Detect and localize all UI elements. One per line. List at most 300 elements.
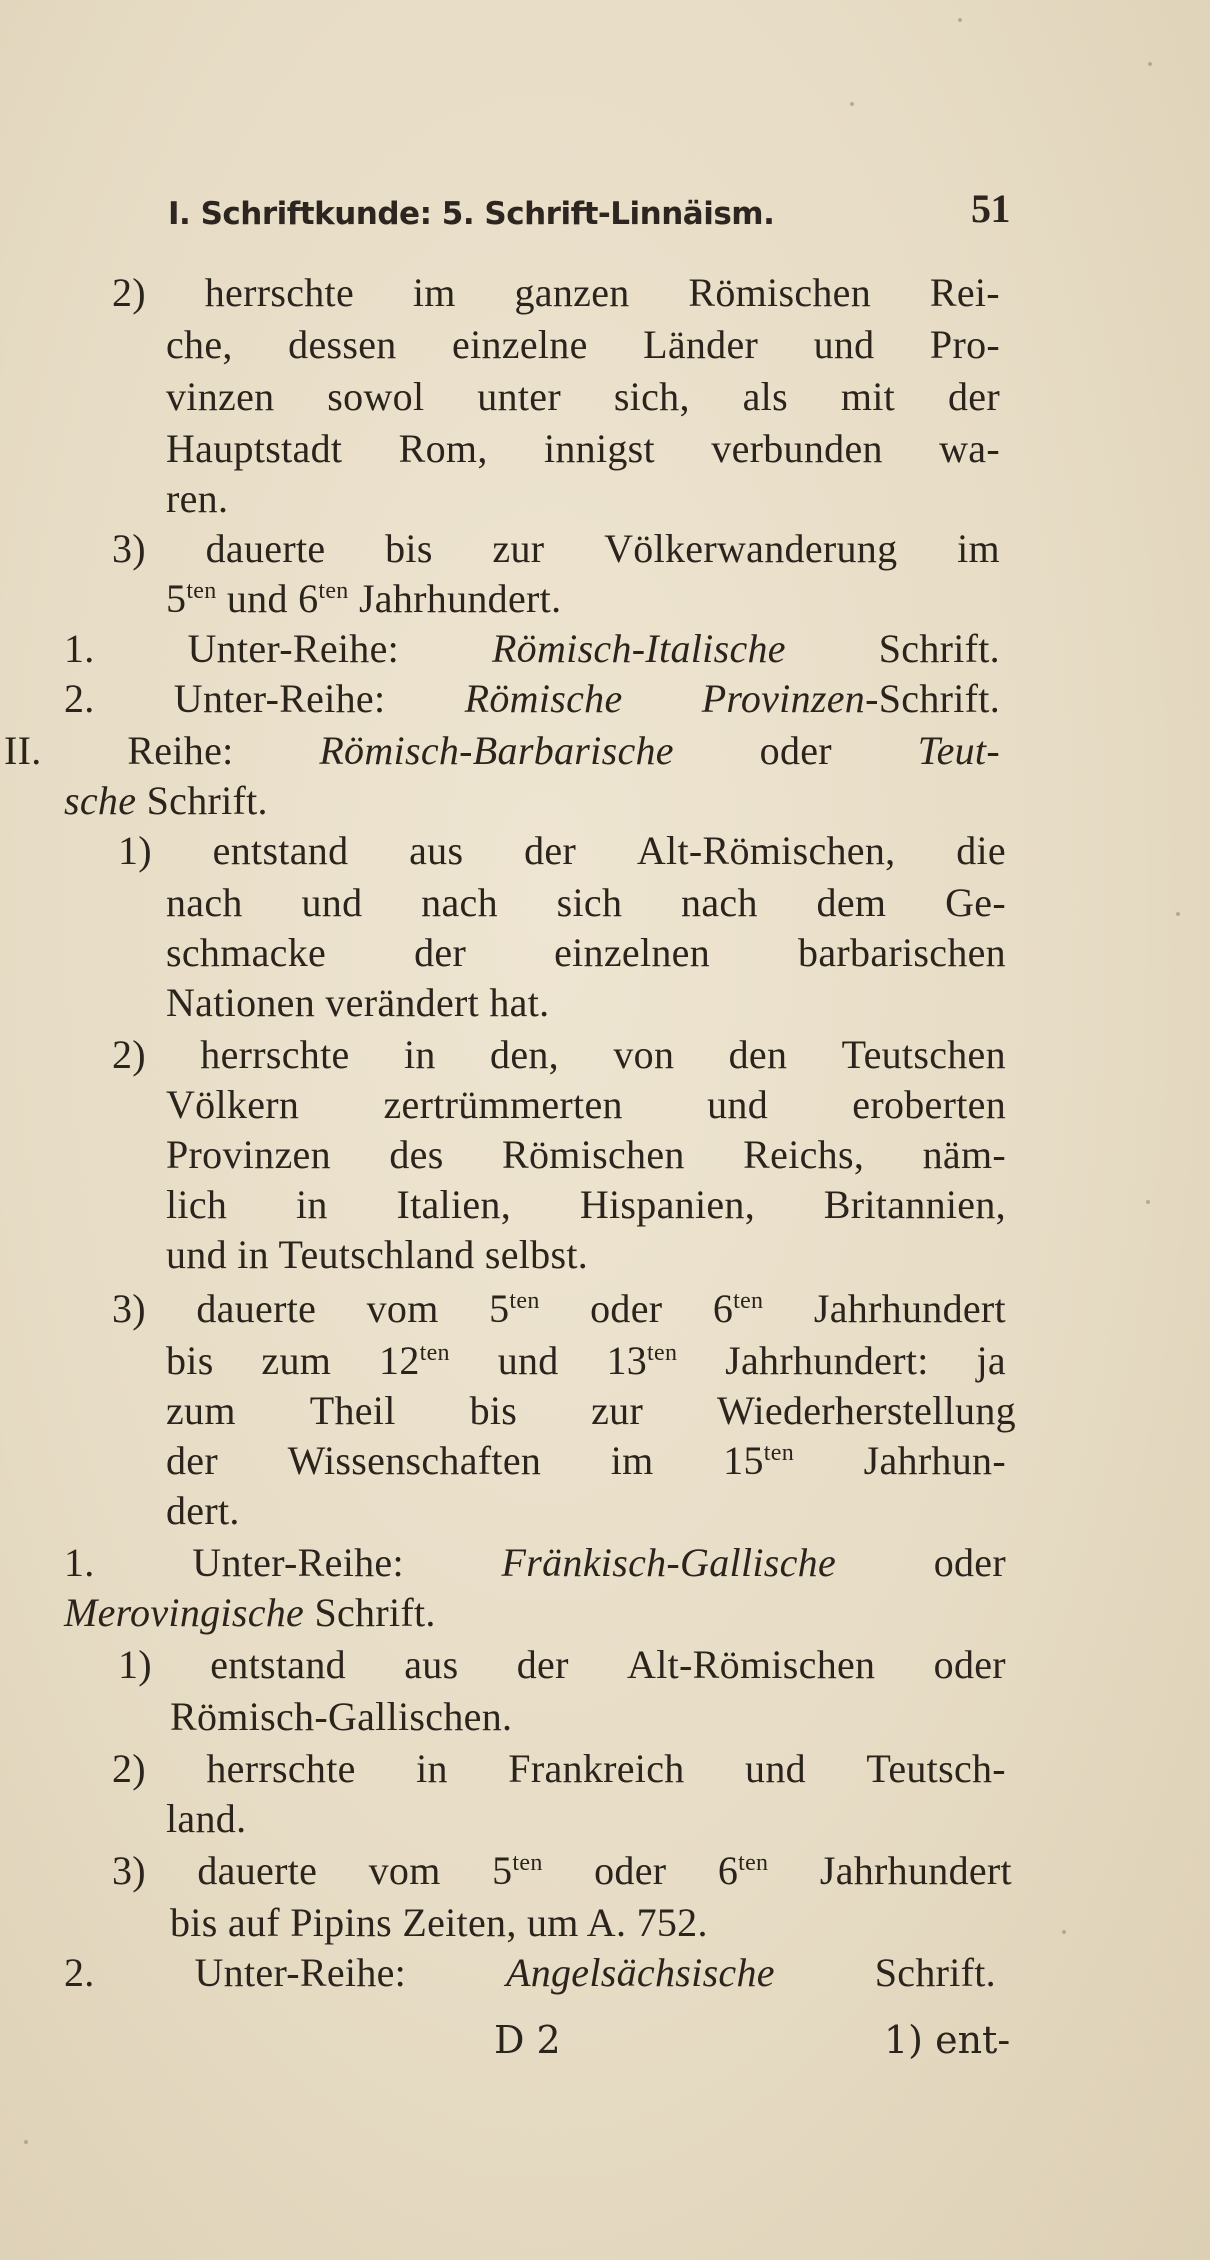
word — [166, 1080, 299, 1130]
text-run: im — [957, 526, 1000, 571]
text-run: bis — [469, 1388, 518, 1433]
word — [174, 674, 386, 724]
text-run: Provinzen — [166, 1132, 331, 1177]
word — [945, 878, 1006, 928]
word — [194, 1948, 406, 1998]
text-run: Wiederherstellung — [717, 1388, 1016, 1433]
text-run: eroberten — [852, 1082, 1006, 1127]
italic-text: Provinzen — [701, 676, 866, 721]
text-run: auf — [227, 1900, 280, 1945]
text-line — [0, 624, 1210, 674]
word — [197, 1846, 317, 1896]
text-line — [0, 1692, 1210, 1742]
text-line — [0, 474, 1210, 524]
italic-text: Teut- — [917, 728, 1000, 773]
text-run: 3) — [112, 526, 146, 571]
word — [591, 1386, 643, 1436]
word — [743, 372, 788, 422]
text-line — [0, 268, 1210, 318]
text-run: 1. — [64, 1540, 95, 1585]
text-run: oder — [594, 1848, 667, 1893]
word — [402, 1900, 516, 1945]
text-run: Schrift. — [878, 626, 1000, 671]
word — [814, 320, 875, 370]
word — [688, 268, 871, 318]
word — [976, 1336, 1005, 1386]
word — [166, 576, 217, 621]
text-run: 1. — [64, 626, 95, 671]
word — [452, 320, 588, 370]
word — [841, 372, 895, 422]
word — [611, 1436, 654, 1486]
text-run: Theil — [309, 1388, 396, 1433]
italic-text: sche — [64, 778, 137, 823]
paper-speck — [958, 18, 962, 22]
word — [112, 1744, 146, 1794]
word — [864, 1436, 1006, 1486]
text-run: 6 — [712, 1286, 734, 1331]
word — [301, 878, 362, 928]
word — [413, 268, 456, 318]
text-run: vom — [366, 1286, 439, 1331]
text-run: 2) — [112, 270, 146, 315]
word — [604, 524, 897, 574]
word — [261, 1336, 331, 1386]
text-run: nach — [681, 880, 758, 925]
word — [492, 624, 786, 674]
text-line — [0, 1744, 1210, 1794]
word — [228, 1900, 280, 1945]
text-run: Unter-Reihe: — [192, 1540, 404, 1585]
text-line — [0, 1284, 1210, 1334]
text-line — [0, 978, 1210, 1028]
text-run: als — [742, 374, 788, 419]
text-run: Römisch-Gallischen. — [170, 1694, 513, 1739]
text-run: wa- — [939, 426, 1000, 471]
text-run: A. — [586, 1900, 627, 1945]
word — [485, 1232, 588, 1277]
text-run: den, — [490, 1032, 559, 1077]
word — [745, 1744, 806, 1794]
word — [948, 372, 1000, 422]
text-run: Jahrhun- — [863, 1438, 1006, 1483]
text-run: dauerte — [196, 1286, 317, 1331]
word — [296, 1180, 328, 1230]
word — [923, 1130, 1006, 1180]
word — [288, 1436, 542, 1486]
running-header — [168, 172, 1010, 232]
text-run: zum — [261, 1338, 332, 1383]
word — [879, 624, 1000, 674]
text-run: der — [166, 1438, 218, 1483]
catchword: 1) ent- — [884, 2018, 1011, 2062]
text-run: Frankreich — [508, 1746, 685, 1791]
word — [166, 1488, 240, 1533]
text-run: Teutschen — [841, 1032, 1006, 1077]
text-line — [0, 1180, 1210, 1230]
text-run: 13 — [606, 1338, 648, 1383]
word — [506, 1948, 775, 1998]
word — [470, 1386, 518, 1436]
word — [490, 1030, 559, 1080]
italic-text: Römisch-Italische — [491, 626, 786, 671]
word — [957, 524, 1000, 574]
word — [112, 1846, 146, 1896]
text-run: dessen — [288, 322, 397, 367]
text-run: Schrift. — [874, 1950, 996, 1995]
text-run: Schrift. — [146, 778, 268, 823]
text-run: Jahrhundert. — [358, 576, 562, 621]
text-run: Jahrhundert — [819, 1848, 1012, 1893]
text-run: 5 — [489, 1286, 510, 1331]
word — [196, 1284, 316, 1334]
word — [627, 1640, 875, 1690]
word — [367, 1284, 439, 1334]
word — [112, 268, 146, 318]
text-run: mit — [840, 374, 896, 419]
word — [718, 1846, 769, 1896]
text-run: und — [745, 1746, 806, 1791]
text-run: Alt-Römischen, — [636, 828, 896, 873]
word — [166, 1436, 218, 1486]
text-run: Wissenschaften — [287, 1438, 542, 1483]
text-line — [0, 878, 1210, 928]
text-run: der — [947, 374, 1000, 419]
text-run: 5 — [492, 1848, 513, 1893]
word — [205, 268, 354, 318]
text-run: 2) — [112, 1746, 146, 1791]
word — [717, 1386, 1016, 1436]
word — [930, 320, 1000, 370]
word — [127, 726, 233, 776]
text-run: 1) — [118, 1642, 152, 1687]
text-run: den — [728, 1032, 788, 1077]
superscript: ten — [512, 1850, 543, 1876]
word — [290, 1900, 392, 1945]
text-run: herrschte — [206, 1746, 356, 1791]
signature-mark: D 2 — [494, 2018, 561, 2062]
text-run: Unter-Reihe: — [187, 626, 400, 671]
text-run: und — [301, 880, 363, 925]
word — [637, 826, 896, 876]
text-line — [0, 1486, 1210, 1536]
word — [192, 1538, 404, 1588]
text-run: in — [403, 1032, 436, 1077]
italic-text: Römische — [464, 676, 623, 721]
text-run: und — [497, 1338, 559, 1383]
text-run: sowol — [327, 374, 425, 419]
text-run: Schrift. — [314, 1590, 436, 1635]
page-number: 51 — [971, 186, 1010, 231]
word — [557, 878, 623, 928]
word — [527, 1900, 579, 1945]
text-run: Reichs, — [743, 1132, 865, 1177]
word — [118, 826, 152, 876]
text-run: dauerte — [197, 1848, 318, 1893]
word — [725, 1336, 929, 1386]
text-run: der — [524, 828, 577, 873]
word — [760, 726, 832, 776]
word — [614, 372, 690, 422]
text-run: II. — [4, 728, 42, 773]
word — [389, 1130, 443, 1180]
word — [409, 826, 463, 876]
word — [875, 1948, 996, 1998]
text-line — [0, 1080, 1210, 1130]
text-run: Völkerwanderung — [604, 526, 898, 571]
text-line — [0, 776, 1210, 826]
text-run: Völkern — [166, 1082, 300, 1127]
word — [502, 1130, 685, 1180]
word — [379, 1336, 450, 1386]
text-run: im — [412, 270, 456, 315]
word — [590, 1284, 662, 1334]
text-run: 6 — [298, 576, 319, 621]
word — [112, 1284, 146, 1334]
word — [166, 476, 228, 521]
word — [514, 268, 629, 318]
text-run: der — [414, 930, 467, 975]
text-run: selbst. — [484, 1232, 589, 1277]
text-run: 12 — [379, 1338, 420, 1383]
text-run: einzelnen — [554, 930, 711, 975]
text-run: bis — [170, 1900, 218, 1945]
text-line — [0, 574, 1210, 624]
text-run: nach — [421, 880, 498, 925]
word — [385, 524, 433, 574]
word — [325, 980, 479, 1025]
word — [594, 1846, 666, 1896]
text-run: vinzen — [166, 374, 275, 419]
word — [934, 1640, 1006, 1690]
text-run: Rom, — [398, 426, 488, 471]
word — [702, 674, 1000, 724]
word — [187, 624, 399, 674]
text-run: Hispanien, — [579, 1182, 756, 1227]
text-run: sich, — [613, 374, 690, 419]
word — [237, 1232, 269, 1277]
text-run: zur — [492, 526, 545, 571]
text-run: Römischen — [502, 1132, 685, 1177]
word — [587, 1900, 627, 1945]
italic-text: Römisch-Barbarische — [319, 728, 674, 773]
word — [613, 1030, 674, 1080]
word — [170, 1694, 512, 1739]
word — [489, 980, 549, 1025]
word — [166, 980, 315, 1025]
text-run: Teutschland — [278, 1232, 475, 1277]
word — [383, 1080, 622, 1130]
text-run: in — [416, 1746, 448, 1791]
word — [824, 1180, 1006, 1230]
word — [206, 524, 326, 574]
text-run: Britannien, — [823, 1182, 1006, 1227]
text-run: nach — [166, 880, 243, 925]
text-run: schmacke — [166, 930, 327, 975]
text-line — [0, 1230, 1210, 1280]
text-run: im — [610, 1438, 654, 1483]
paper-speck — [24, 2140, 28, 2144]
italic-text: Fränkisch-Gallische — [501, 1540, 837, 1585]
word — [314, 1590, 435, 1635]
word — [842, 1030, 1006, 1080]
word — [416, 1744, 448, 1794]
text-run: dem — [816, 880, 887, 925]
text-run: 6 — [717, 1848, 739, 1893]
word — [298, 576, 349, 621]
superscript: ten — [318, 578, 349, 604]
text-run: und — [813, 322, 875, 367]
word — [166, 424, 342, 474]
text-run: Hauptstadt — [166, 426, 343, 471]
text-run: hat. — [489, 980, 550, 1025]
word — [166, 878, 243, 928]
word — [404, 1640, 458, 1690]
superscript: ten — [509, 1288, 540, 1314]
word — [820, 1846, 1012, 1896]
text-line — [0, 674, 1210, 724]
word — [64, 1948, 95, 1998]
text-run: sich — [556, 880, 623, 925]
paper-speck — [1062, 1930, 1066, 1934]
text-line — [0, 1386, 1210, 1436]
text-run: 3) — [112, 1286, 146, 1331]
text-run: barbarischen — [798, 930, 1006, 975]
text-run: aus — [409, 828, 464, 873]
paper-speck — [1176, 912, 1180, 916]
text-line — [0, 1846, 1210, 1896]
word — [118, 1640, 152, 1690]
text-line — [0, 1130, 1210, 1180]
superscript: ten — [186, 578, 217, 604]
paper-speck — [1146, 1200, 1150, 1204]
word — [64, 1590, 304, 1635]
text-run: Unter-Reihe: — [173, 676, 386, 721]
word — [166, 1180, 227, 1230]
text-run: Pro- — [929, 322, 1000, 367]
word — [4, 726, 42, 776]
text-run: Länder — [643, 322, 759, 367]
text-line — [0, 928, 1210, 978]
word — [64, 778, 136, 823]
text-run: herrschte — [200, 1032, 350, 1077]
word — [396, 1180, 511, 1230]
word — [147, 778, 268, 823]
text-run: der — [516, 1642, 569, 1687]
word — [227, 576, 288, 621]
text-run: näm- — [922, 1132, 1006, 1177]
text-line — [0, 424, 1210, 474]
word — [544, 424, 655, 474]
superscript: ten — [763, 1440, 795, 1466]
text-line — [0, 726, 1210, 776]
word — [498, 1336, 559, 1386]
text-run: oder — [933, 1642, 1006, 1687]
word — [166, 1130, 331, 1180]
word — [359, 576, 561, 621]
text-run: Reihe: — [127, 728, 234, 773]
text-run: herrschte — [204, 270, 355, 315]
word — [711, 424, 883, 474]
text-run: von — [613, 1032, 675, 1077]
word — [170, 1900, 218, 1945]
text-line — [0, 1030, 1210, 1080]
text-run: lich — [166, 1182, 228, 1227]
text-run: Ge- — [945, 880, 1006, 925]
italic-text: Merovingische — [64, 1590, 305, 1635]
text-run: und — [226, 576, 288, 621]
word — [369, 1846, 441, 1896]
text-run: Unter-Reihe: — [194, 1950, 407, 1995]
word — [288, 320, 396, 370]
word — [166, 1796, 246, 1841]
word — [729, 1030, 788, 1080]
text-line — [0, 1436, 1210, 1486]
text-run: in — [237, 1232, 269, 1277]
superscript: ten — [419, 1340, 450, 1366]
text-run: Zeiten, — [402, 1900, 517, 1945]
text-run: um — [526, 1900, 579, 1945]
text-run: vom — [368, 1848, 441, 1893]
word — [852, 1080, 1006, 1130]
text-line — [0, 1794, 1210, 1844]
text-run: unter — [477, 374, 561, 419]
word — [310, 1386, 396, 1436]
word — [327, 372, 424, 422]
word — [112, 1030, 146, 1080]
word — [404, 1030, 436, 1080]
word — [713, 1284, 764, 1334]
paper-speck — [1148, 62, 1152, 66]
text-run: innigst — [543, 426, 655, 471]
text-run: 1) — [118, 828, 152, 873]
text-run: und — [707, 1082, 768, 1127]
word — [524, 826, 576, 876]
text-run: Italien, — [396, 1182, 512, 1227]
text-run: oder — [759, 728, 832, 773]
text-run: Jahrhundert: — [725, 1338, 929, 1383]
word — [492, 524, 544, 574]
italic-text: Angelsächsische — [505, 1950, 775, 1995]
text-run: 2. — [64, 1950, 95, 1995]
superscript: ten — [647, 1340, 678, 1366]
word — [210, 1640, 346, 1690]
text-run: dauerte — [205, 526, 326, 571]
text-run: entstand — [212, 828, 349, 873]
text-run: ja — [976, 1338, 1006, 1383]
text-run: entstand — [210, 1642, 346, 1687]
word — [399, 424, 488, 474]
text-run: die — [956, 828, 1006, 873]
word — [477, 372, 561, 422]
word — [465, 674, 623, 724]
text-run: zur — [591, 1388, 644, 1433]
paper-speck — [850, 102, 854, 106]
word — [956, 826, 1006, 876]
text-run: 3) — [112, 1848, 146, 1893]
word — [166, 320, 233, 370]
word — [707, 1080, 768, 1130]
word — [166, 1336, 214, 1386]
text-run: 2) — [112, 1032, 146, 1077]
text-run: zum — [166, 1388, 236, 1433]
text-run: 5 — [166, 576, 187, 621]
text-run: zertrümmerten — [383, 1082, 623, 1127]
word — [939, 424, 1000, 474]
text-run: und — [166, 1232, 227, 1277]
word — [112, 524, 146, 574]
superscript: ten — [738, 1850, 769, 1876]
